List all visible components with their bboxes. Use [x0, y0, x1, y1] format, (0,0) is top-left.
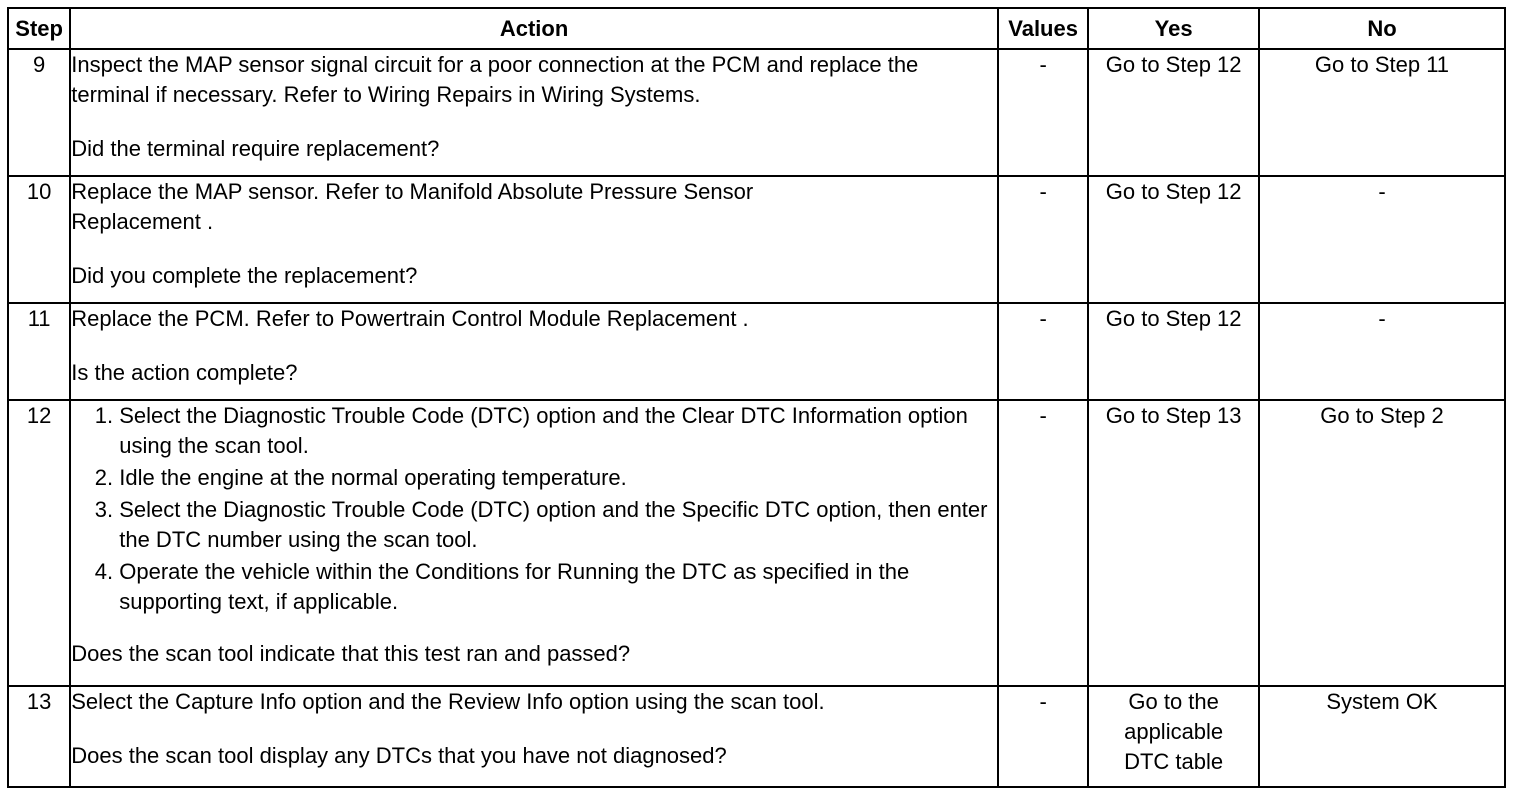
action-cell: [70, 686, 998, 787]
no-link[interactable]: Go to Step 11: [1259, 49, 1505, 176]
header-action: Action: [70, 8, 998, 49]
yes-link[interactable]: [1088, 686, 1259, 787]
step-number: 9: [8, 49, 70, 176]
yes-link[interactable]: Go to Step 12: [1088, 49, 1259, 176]
values-cell: -: [998, 400, 1088, 686]
no-value: -: [1259, 176, 1505, 303]
header-yes: Yes: [1088, 8, 1259, 49]
header-no: No: [1259, 8, 1505, 49]
table-row: [8, 303, 1505, 400]
step-number: 13: [8, 686, 70, 787]
step-number: 10: [8, 176, 70, 303]
header-row: [8, 8, 1505, 49]
action-text: Select the Capture Info option and the Review Info option using the scan tool.: [71, 689, 825, 714]
action-cell: [70, 303, 998, 400]
list-item: 1. Select the Diagnostic Trouble Code (DTC) option and the Clear DTC Information option using the scan tool.: [119, 401, 997, 461]
yes-link[interactable]: Go to Step 12: [1088, 303, 1259, 400]
yes-link[interactable]: Go to Step 12: [1088, 176, 1259, 303]
yes-line: DTC table: [1124, 749, 1224, 774]
action-question: Does the scan tool display any DTCs that you have not diagnosed?: [71, 743, 727, 768]
list-item: 2. Idle the engine at the normal operating temperature.: [119, 463, 997, 493]
procedure-list: [71, 401, 997, 617]
yes-line: applicable: [1124, 719, 1224, 744]
action-question: Is the action complete?: [71, 360, 298, 385]
table-row: [8, 176, 1505, 303]
yes-link[interactable]: Go to Step 13: [1088, 400, 1259, 686]
header-values: Values: [998, 8, 1088, 49]
action-text: Replace the PCM. Refer to Powertrain Control Module Replacement .: [71, 306, 749, 331]
no-value: System OK: [1259, 686, 1505, 787]
action-text: Replace the MAP sensor. Refer to Manifold Absolute Pressure Sensor Replacement .: [71, 179, 754, 234]
yes-line: Go to the: [1128, 689, 1219, 714]
values-cell: -: [998, 686, 1088, 787]
action-question: Did the terminal require replacement?: [71, 136, 440, 161]
step-number: 11: [8, 303, 70, 400]
action-question: Does the scan tool indicate that this test ran and passed?: [71, 641, 631, 666]
action-question: Did you complete the replacement?: [71, 263, 418, 288]
header-step: Step: [8, 8, 70, 49]
step-number: 12: [8, 400, 70, 686]
list-item: 4. Operate the vehicle within the Conditions for Running the DTC as specified in the supporting text, if applicable.: [119, 557, 997, 617]
values-cell: -: [998, 49, 1088, 176]
table-row: [8, 686, 1505, 787]
list-item: 3. Select the Diagnostic Trouble Code (DTC) option and the Specific DTC option, then enter the DTC number using the scan tool.: [119, 495, 997, 555]
values-cell: -: [998, 303, 1088, 400]
action-cell: [70, 176, 998, 303]
values-cell: -: [998, 176, 1088, 303]
diagnostic-table: [7, 7, 1506, 788]
table-row: [8, 49, 1505, 176]
action-cell: [70, 49, 998, 176]
no-link[interactable]: Go to Step 2: [1259, 400, 1505, 686]
table-row: [8, 400, 1505, 686]
action-cell: [70, 400, 998, 686]
action-text: Inspect the MAP sensor signal circuit for a poor connection at the PCM and replace the terminal if necessary. Refer to Wiring Repairs in Wiring Systems.: [71, 52, 919, 107]
no-value: -: [1259, 303, 1505, 400]
